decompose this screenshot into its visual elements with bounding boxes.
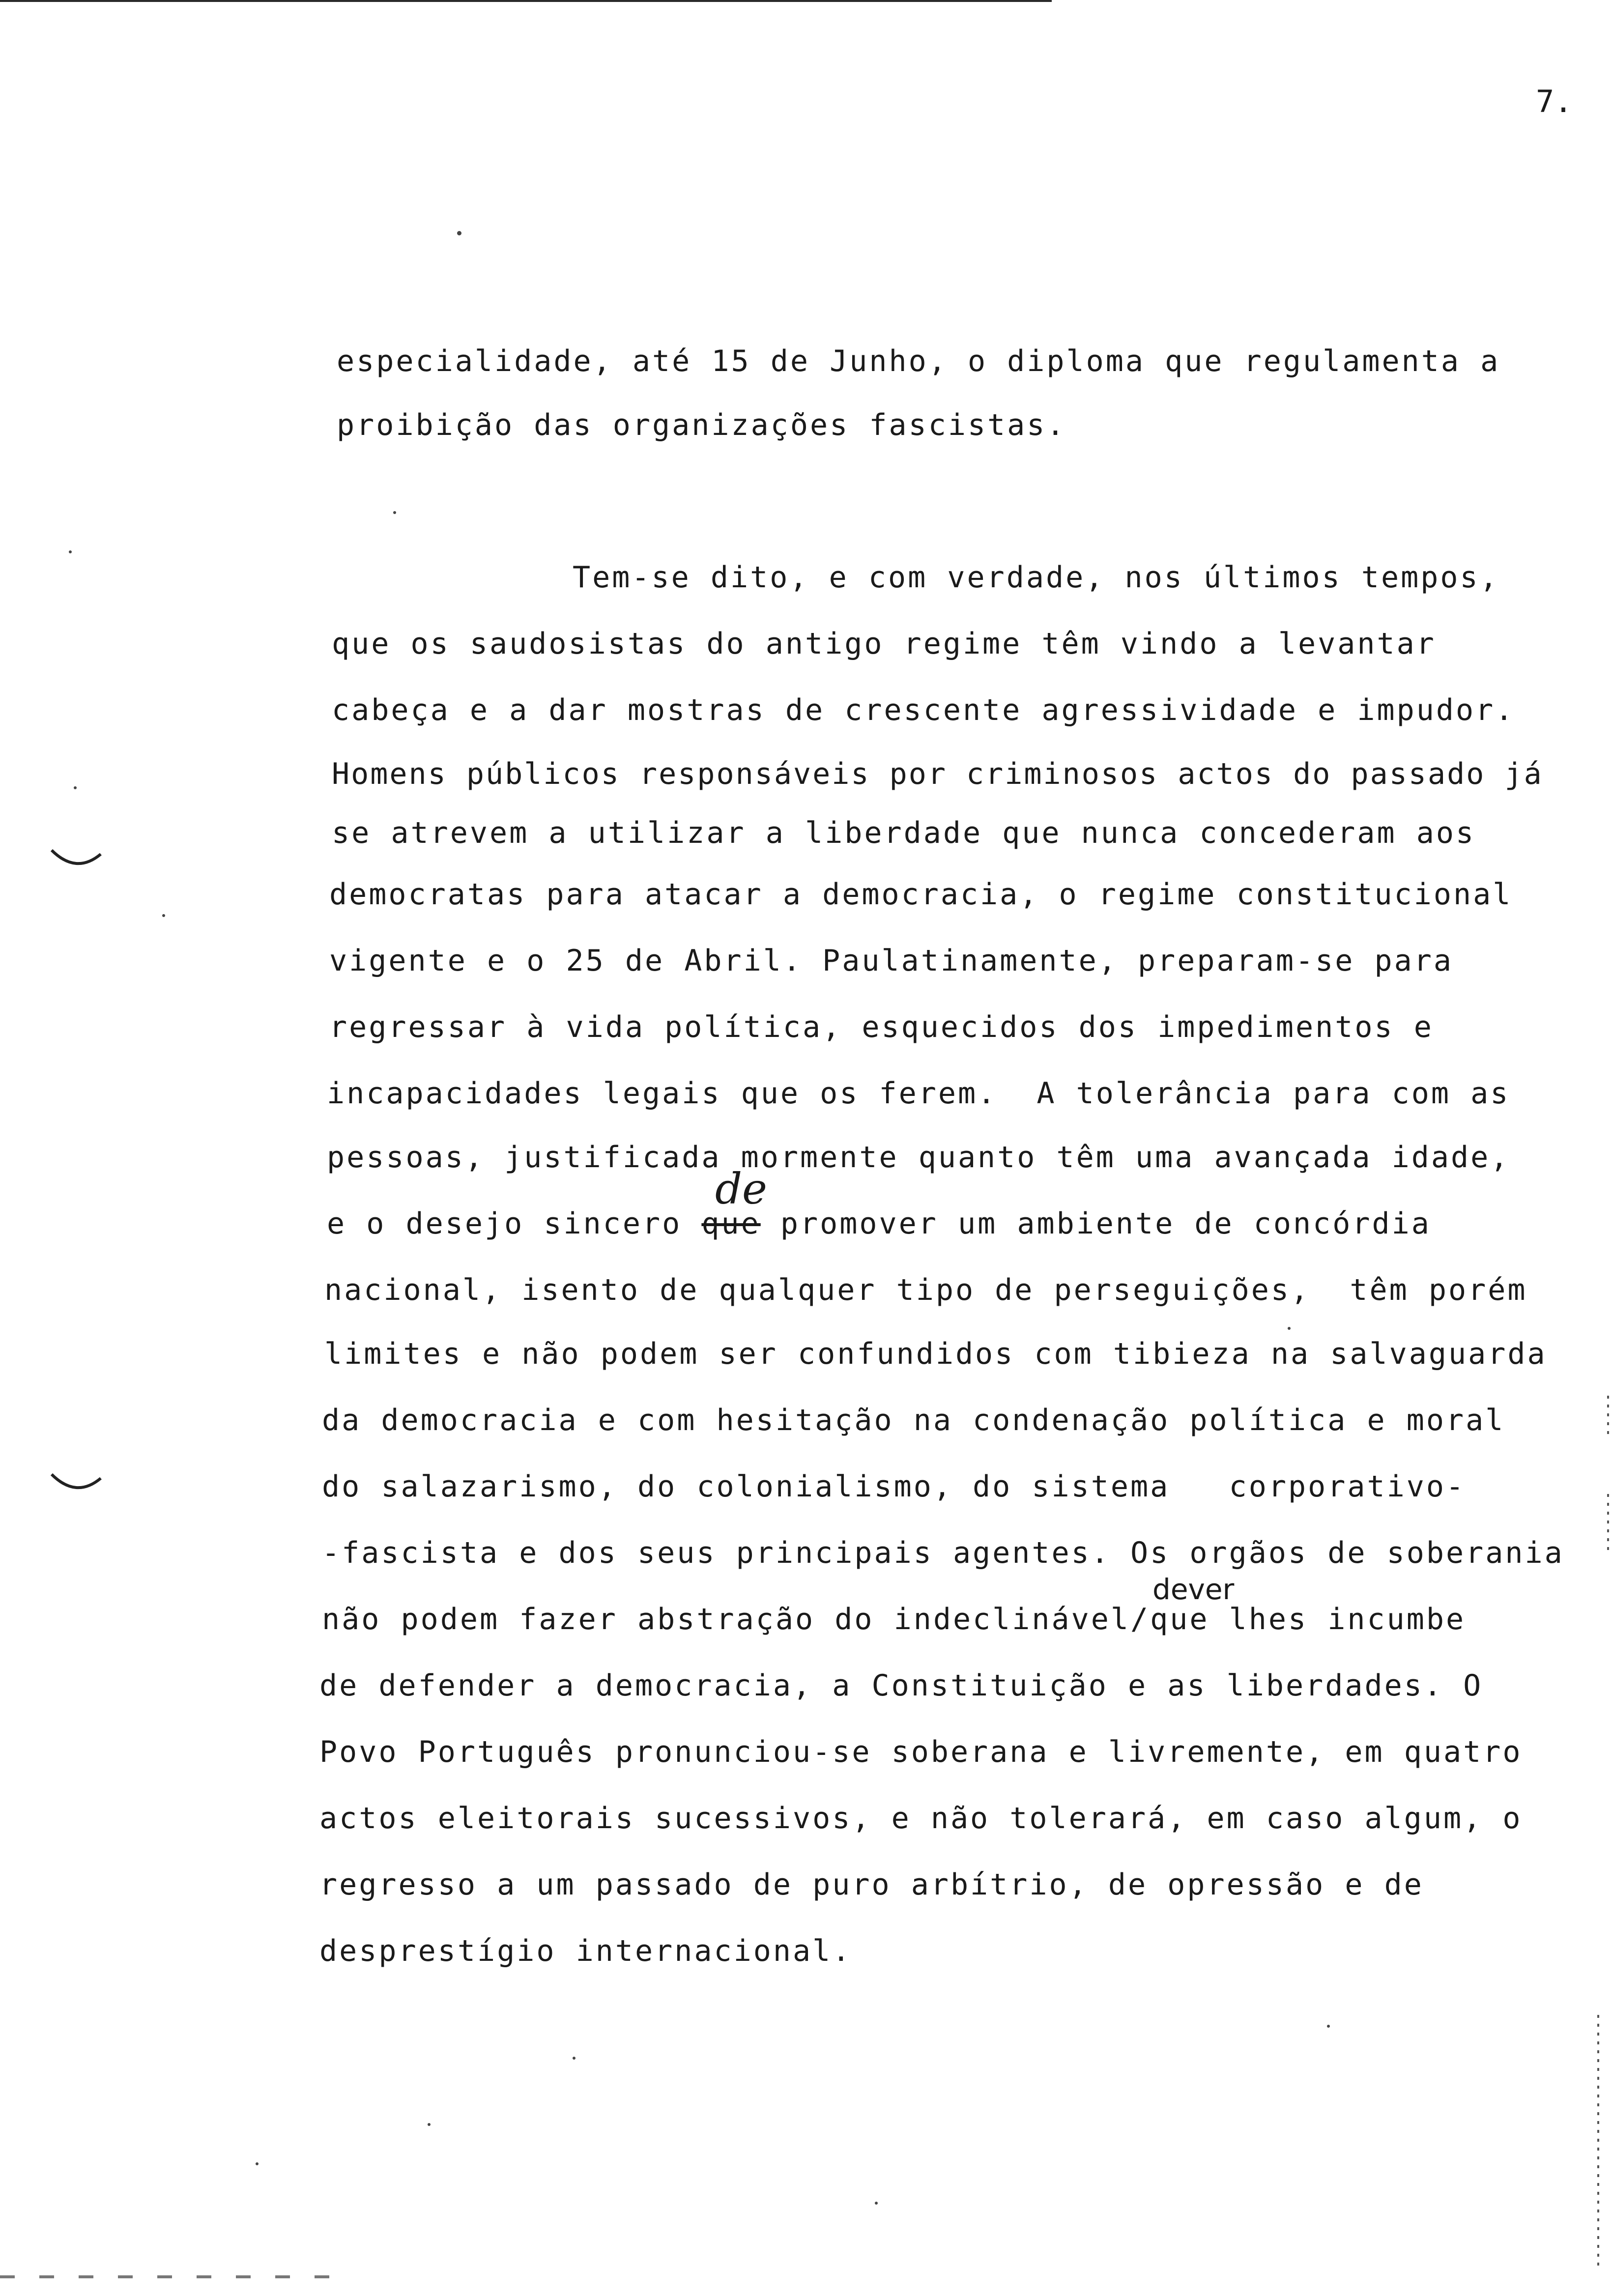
text-line: Tem-se dito, e com verdade, nos últimos tempos,	[573, 560, 1499, 595]
text-line: proibição das organizações fascistas.	[337, 408, 1066, 442]
text-line-corrected	[322, 1602, 1466, 1636]
edge-scan-artifact	[1607, 1396, 1609, 1435]
scan-speck	[1327, 2025, 1330, 2028]
text-line: que os saudosistas do antigo regime têm vindo a levantar	[332, 627, 1436, 661]
text-line: de defender a democracia, a Constituição e as liberdades. O	[319, 1668, 1483, 1703]
struck-word: que	[701, 1206, 761, 1241]
text-segment: e o desejo sincero	[327, 1206, 702, 1241]
text-line: regressar à vida política, esquecidos dos impedimentos e	[329, 1010, 1434, 1044]
handwritten-correction: de	[715, 1165, 767, 1214]
scan-speck	[256, 2162, 259, 2165]
text-line: democratas para atacar a democracia, o regime constitucional	[329, 877, 1513, 912]
scan-speck	[393, 511, 396, 514]
margin-arc-mark	[49, 1469, 103, 1499]
bottom-scan-artifact	[0, 2275, 344, 2278]
text-line: desprestígio internacional.	[319, 1934, 852, 1968]
text-segment: que lhes incumbe	[1150, 1602, 1466, 1636]
scan-speck	[74, 786, 77, 789]
text-line: cabeça e a dar mostras de crescente agressividade e impudor.	[332, 693, 1515, 727]
scan-speck	[457, 231, 461, 235]
text-line: se atrevem a utilizar a liberdade que nunca concederam aos	[332, 816, 1476, 850]
scan-speck	[428, 2123, 431, 2126]
scan-speck	[69, 550, 72, 553]
text-line: vigente e o 25 de Abril. Paulatinamente, preparam-se para	[329, 944, 1454, 978]
text-line: da democracia e com hesitação na condenação política e moral	[322, 1403, 1505, 1437]
margin-arc-mark	[49, 845, 103, 875]
edge-scan-artifact	[1597, 2015, 1599, 2270]
scan-speck	[162, 914, 165, 917]
text-line: incapacidades legais que os ferem. A tolerância para com as	[327, 1076, 1510, 1111]
text-segment: não podem fazer abstração do indeclinável/	[322, 1602, 1151, 1636]
text-line: nacional, isento de qualquer tipo de perseguições, têm porém	[324, 1273, 1527, 1307]
scan-speck	[573, 2057, 576, 2060]
text-segment: promover um ambiente de concórdia	[760, 1206, 1431, 1241]
page-number: 7.	[1536, 84, 1573, 119]
text-line: Homens públicos responsáveis por criminosos actos do passado já	[332, 757, 1543, 791]
text-line: -fascista e dos seus principais agentes. Os orgãos de soberania	[322, 1536, 1564, 1570]
text-line: especialidade, até 15 de Junho, o diploma que regulamenta a	[337, 344, 1500, 378]
top-rule	[0, 0, 1052, 2]
scan-speck	[875, 2202, 878, 2205]
text-line: pessoas, justificada mormente quanto têm uma avançada idade,	[327, 1140, 1510, 1175]
text-line: regresso a um passado de puro arbítrio, de opressão e de	[319, 1867, 1424, 1902]
text-line: limites e não podem ser confundidos com tibieza na salvaguarda	[324, 1337, 1547, 1371]
text-line: Povo Português pronunciou-se soberana e livremente, em quatro	[319, 1735, 1523, 1769]
text-line-corrected	[327, 1206, 1431, 1241]
edge-scan-artifact	[1607, 1494, 1609, 1553]
text-line: do salazarismo, do colonialismo, do sistema corporativo-	[322, 1469, 1466, 1504]
inserted-word: dever	[1152, 1573, 1235, 1606]
text-line: actos eleitorais sucessivos, e não tolerará, em caso algum, o	[319, 1801, 1523, 1836]
scan-speck	[1288, 1327, 1291, 1330]
